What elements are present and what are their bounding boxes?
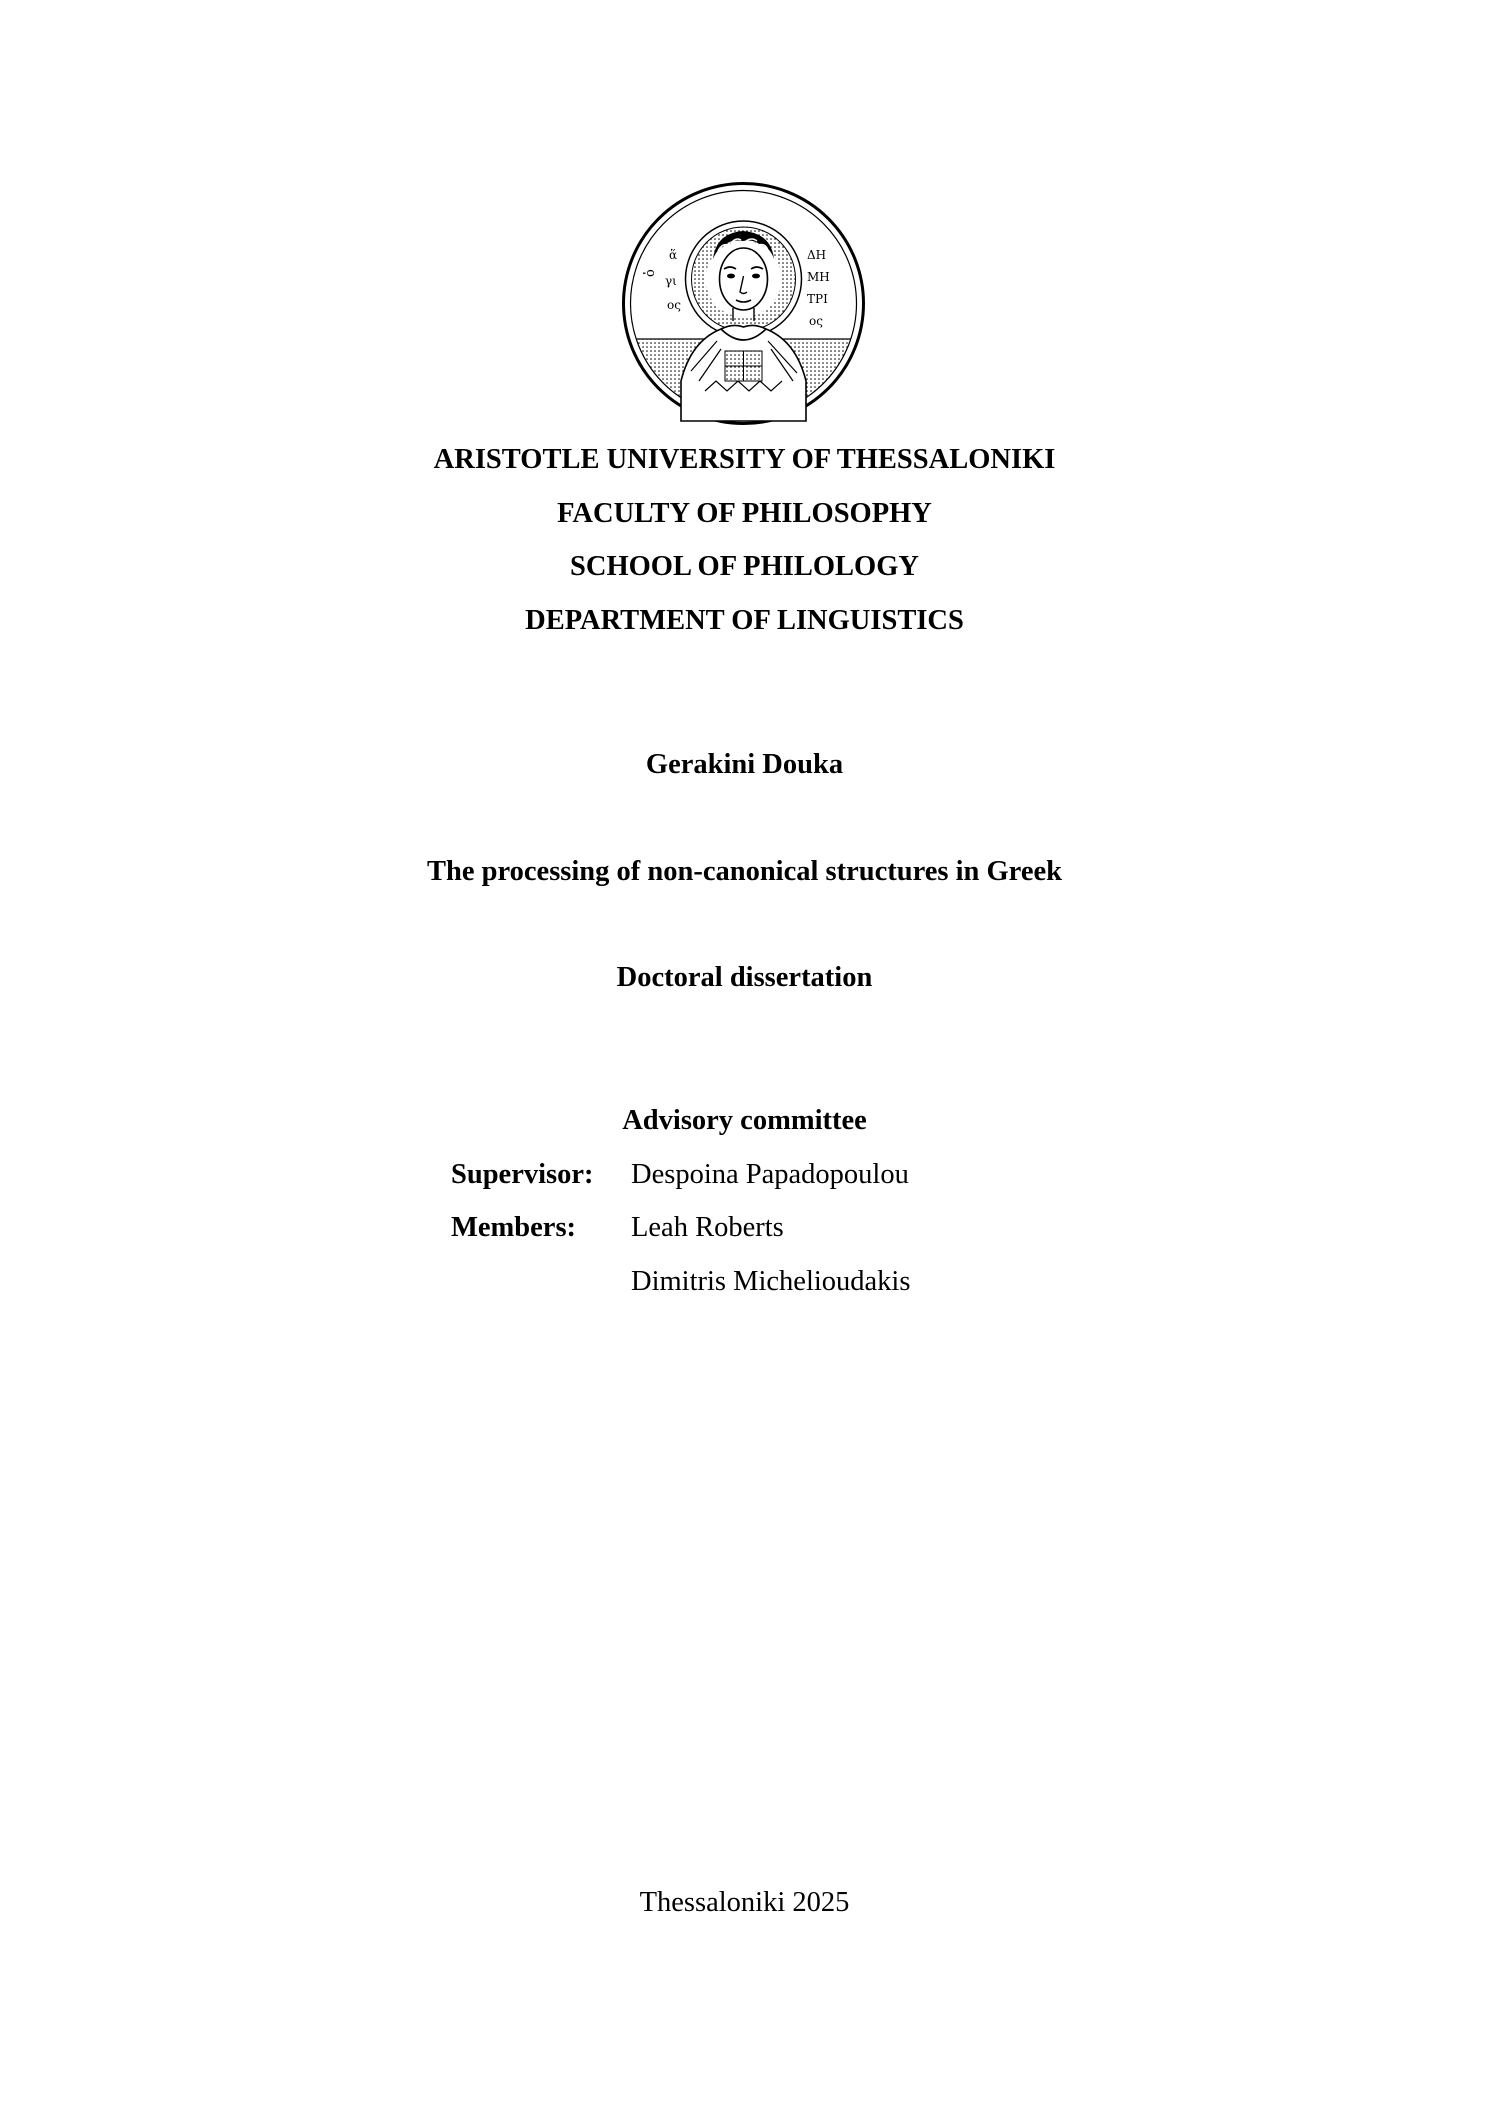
- aristotle-university-seal-icon: [621, 181, 866, 426]
- school-name: SCHOOL OF PHILOLOGY: [570, 551, 919, 582]
- svg-text:ος: ος: [667, 298, 681, 312]
- faculty-name: FACULTY OF PHILOSOPHY: [557, 498, 932, 529]
- svg-text:ΜΗ: ΜΗ: [807, 270, 830, 284]
- svg-text:ὁ: ὁ: [643, 269, 658, 277]
- supervisor-label: Supervisor:: [451, 1159, 594, 1190]
- svg-text:ἅ: ἅ: [669, 248, 678, 262]
- dissertation-title: The processing of non-canonical structures in Greek: [427, 856, 1062, 887]
- svg-text:ΤΡΙ: ΤΡΙ: [807, 292, 828, 306]
- member-name: Leah Roberts: [631, 1212, 784, 1243]
- university-name: ARISTOTLE UNIVERSITY OF THESSALONIKI: [433, 444, 1056, 475]
- place-and-year: Thessaloniki 2025: [639, 1887, 850, 1918]
- committee-heading: Advisory committee: [622, 1105, 867, 1136]
- document-type: Doctoral dissertation: [616, 962, 873, 993]
- member-name: Dimitris Michelioudakis: [631, 1266, 911, 1297]
- svg-text:ος: ος: [809, 314, 823, 328]
- author-name: Gerakini Douka: [645, 749, 844, 780]
- svg-text:γι: γι: [665, 274, 677, 288]
- supervisor-name: Despoina Papadopoulou: [631, 1159, 909, 1190]
- svg-text:ΔΗ: ΔΗ: [807, 248, 827, 262]
- department-name: DEPARTMENT OF LINGUISTICS: [525, 605, 964, 636]
- members-label: Members:: [451, 1212, 577, 1243]
